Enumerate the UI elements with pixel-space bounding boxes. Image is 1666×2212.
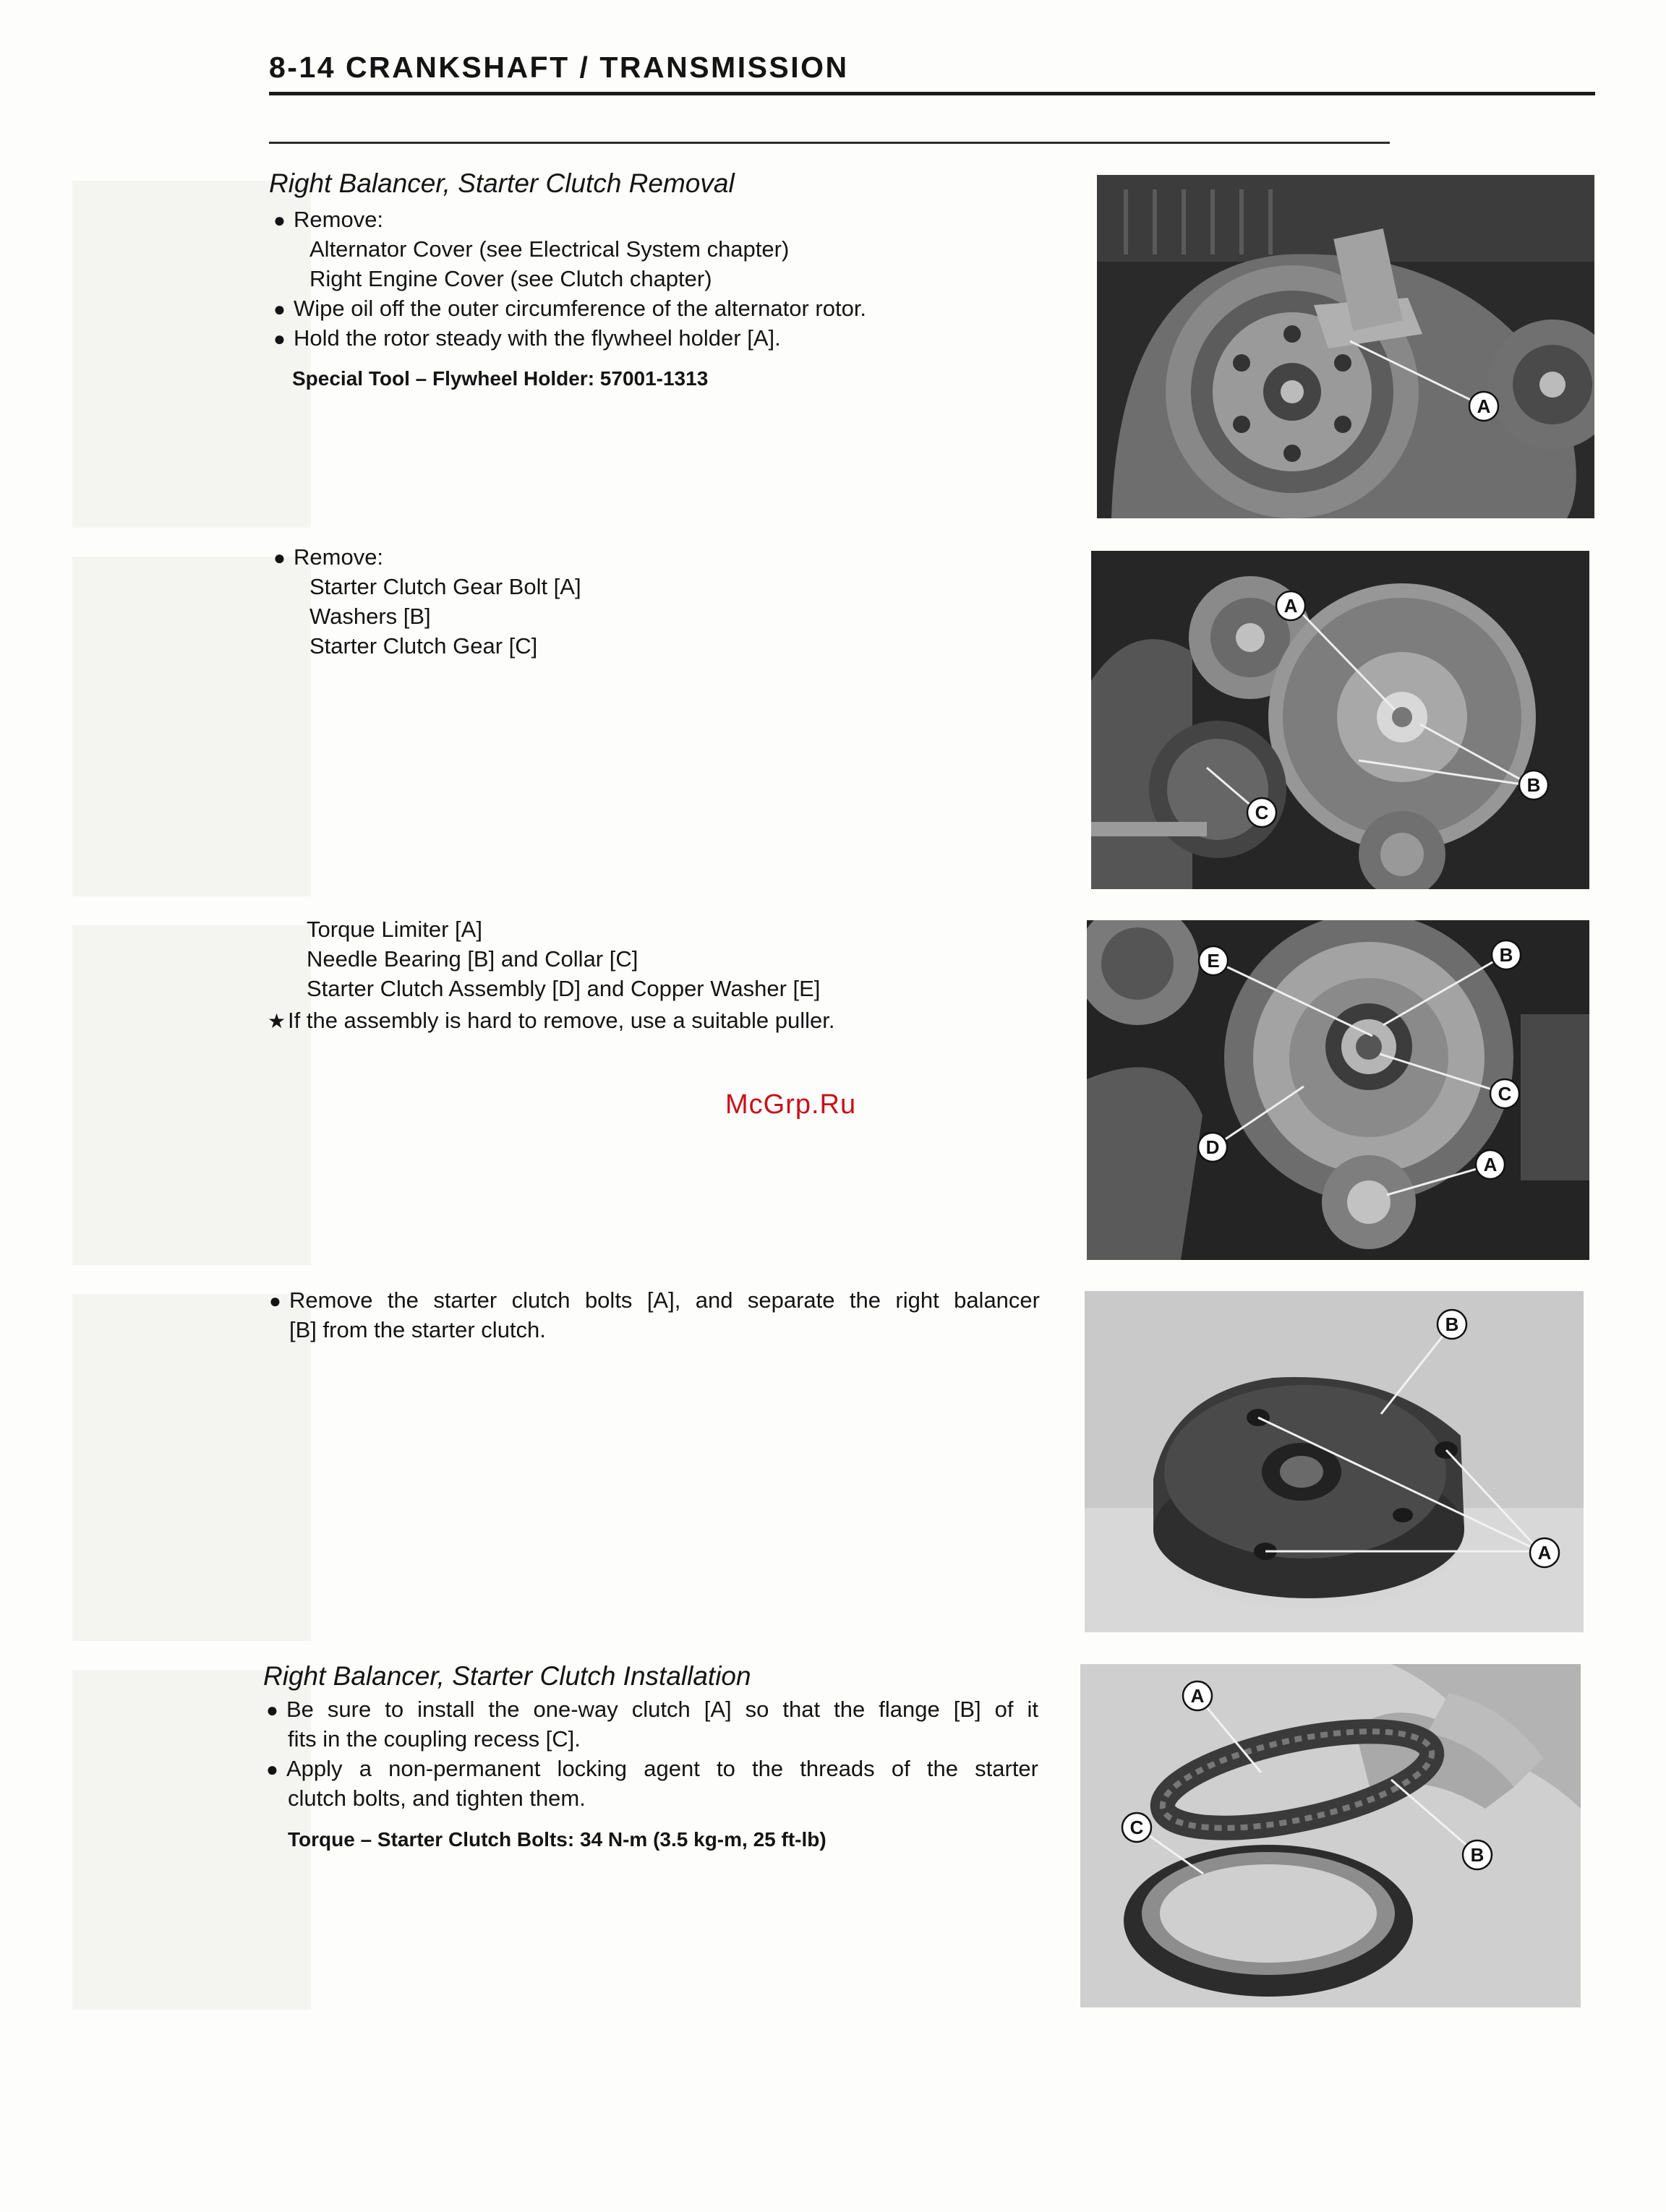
bleed-through-ghost bbox=[72, 557, 311, 896]
photo-starter-clutch-gear bbox=[1091, 551, 1589, 889]
special-tool-note: Special Tool – Flywheel Holder: 57001-1313 bbox=[292, 367, 709, 390]
svg-text:C: C bbox=[1255, 802, 1269, 823]
header-rule bbox=[269, 92, 1595, 95]
instruction-bullet: ● Remove the starter clutch bolts [A], and separate the right balancer bbox=[269, 1287, 1040, 1313]
instruction-continuation: clutch bolts, and tighten them. bbox=[288, 1786, 586, 1811]
svg-text:C: C bbox=[1498, 1083, 1512, 1105]
remove-item: Washers [B] bbox=[309, 604, 431, 629]
star-note: ★If the assembly is hard to remove, use a suitable puller. bbox=[268, 1006, 834, 1036]
svg-text:A: A bbox=[1537, 1542, 1552, 1564]
photo-one-way-clutch bbox=[1080, 1664, 1581, 2007]
instruction-continuation: [B] from the starter clutch. bbox=[289, 1317, 546, 1342]
instruction-bullet: ● Be sure to install the one-way clutch [A] so that the flange [B] of it bbox=[266, 1697, 1038, 1722]
svg-text:A: A bbox=[1477, 395, 1491, 417]
remove-heading: ● Remove: bbox=[273, 544, 384, 570]
instruction-bullet: ● Apply a non-permanent locking agent to the threads of the starter bbox=[266, 1756, 1038, 1781]
instruction-bullet: ● Hold the rotor steady with the flywheel holder [A]. bbox=[273, 325, 781, 351]
remove-item: Starter Clutch Gear [C] bbox=[309, 633, 538, 659]
bleed-through-ghost bbox=[72, 1294, 311, 1641]
torque-spec: Torque – Starter Clutch Bolts: 34 N-m (3.5 kg-m, 25 ft-lb) bbox=[288, 1828, 826, 1851]
svg-text:C: C bbox=[1129, 1817, 1144, 1838]
instruction-bullet: ● Wipe oil off the outer circumference of the alternator rotor. bbox=[273, 296, 867, 321]
photo-alternator-rotor bbox=[1097, 175, 1594, 518]
section-title-installation: Right Balancer, Starter Clutch Installation bbox=[263, 1661, 751, 1691]
section-title-removal: Right Balancer, Starter Clutch Removal bbox=[269, 168, 735, 198]
page-header-title: 8-14 CRANKSHAFT / TRANSMISSION bbox=[269, 51, 849, 84]
svg-text:A: A bbox=[1190, 1685, 1205, 1707]
photo-right-balancer bbox=[1085, 1291, 1584, 1632]
svg-text:B: B bbox=[1445, 1313, 1459, 1335]
remove-item: Starter Clutch Assembly [D] and Copper Washer [E] bbox=[307, 976, 821, 1001]
instruction-continuation: fits in the coupling recess [C]. bbox=[288, 1726, 581, 1752]
header-rule-secondary bbox=[269, 142, 1390, 144]
remove-item: Alternator Cover (see Electrical System chapter) bbox=[309, 236, 790, 262]
remove-heading: ● Remove: bbox=[273, 205, 383, 235]
watermark: McGrp.Ru bbox=[725, 1089, 857, 1120]
svg-text:B: B bbox=[1526, 774, 1541, 796]
svg-text:A: A bbox=[1283, 595, 1298, 617]
svg-text:B: B bbox=[1499, 944, 1513, 966]
remove-item: Torque Limiter [A] bbox=[307, 917, 482, 942]
svg-text:E: E bbox=[1207, 950, 1220, 972]
svg-text:A: A bbox=[1483, 1154, 1498, 1175]
remove-item: Right Engine Cover (see Clutch chapter) bbox=[309, 266, 712, 291]
bullet-symbol: ● bbox=[273, 209, 286, 231]
remove-item: Needle Bearing [B] and Collar [C] bbox=[307, 946, 638, 972]
svg-text:D: D bbox=[1205, 1136, 1220, 1158]
bleed-through-ghost bbox=[72, 925, 311, 1265]
photo-starter-clutch-assembly bbox=[1087, 920, 1589, 1260]
svg-text:B: B bbox=[1470, 1844, 1485, 1866]
remove-item: Starter Clutch Gear Bolt [A] bbox=[309, 574, 581, 599]
star-symbol: ★ bbox=[268, 1010, 286, 1032]
callout-a bbox=[1469, 392, 1498, 421]
